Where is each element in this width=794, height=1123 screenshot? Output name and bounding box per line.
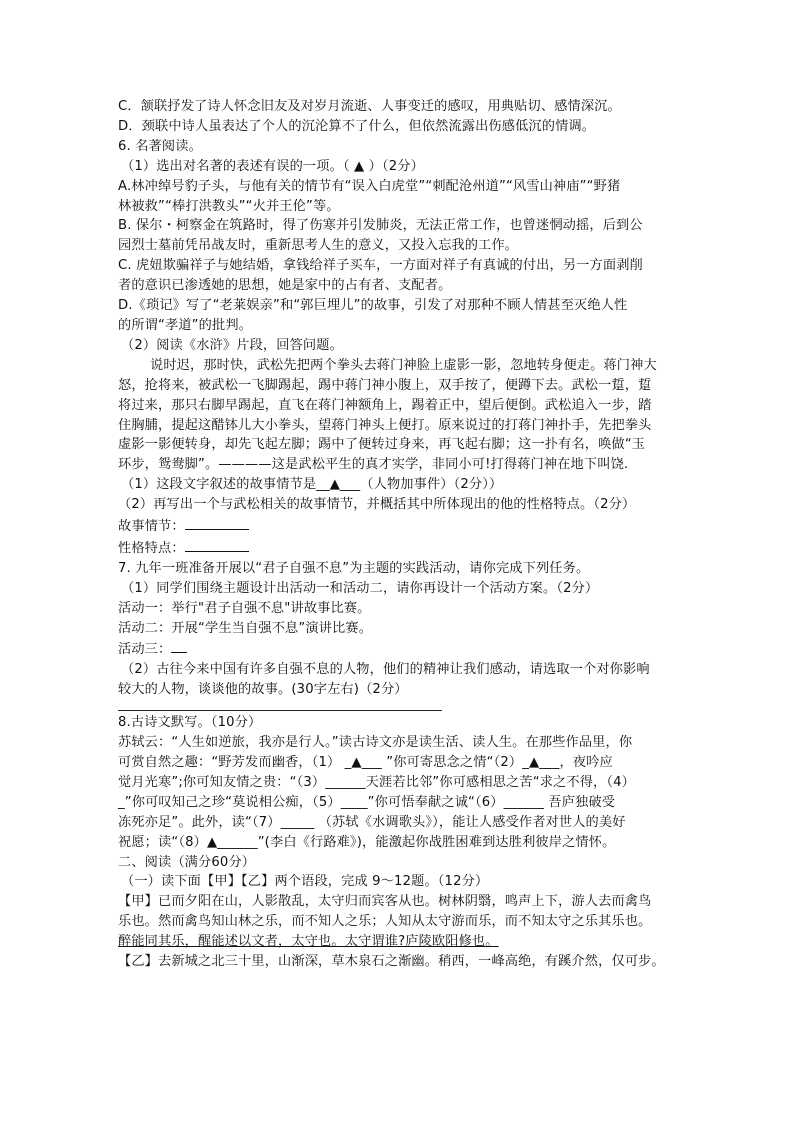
story-label: 故事情节： [118,519,185,535]
activity-3-blank[interactable] [171,638,187,653]
option-d-poem: D．颈联中诗人虽表达了个人的沉沦算不了什么，但依然流露出伤感低沉的情调。 [118,118,596,134]
passage-jia-line-2: 乐也。然而禽鸟知山林之乐，而不知人之乐；人知从太守游而乐，而不知太守之乐其乐也。 [118,914,652,930]
story-answer-blank[interactable] [185,515,249,530]
question-6-2: （2）阅读《水浒》片段，回答问题。 [121,337,343,353]
trait-label: 性格特点： [118,540,185,556]
passage-line-4: 住胸脯，提起这醋钵儿大小拳头，望蒋门神头上便打。原来说过的打蒋门神扑手，先把拳头 [118,417,652,433]
option-b-line-2: 园烈士墓前凭吊战友时，重新思考人生的意义，又投入忘我的工作。 [118,238,519,254]
recite-line-2: 可赏自然之趣：“野芳发而幽香，（1） _▲___ ”你可寄思念之情“（2）_▲___，夜吟应 [118,755,613,770]
question-7-2-line-1: （2）古往今来中国有许多自强不息的人物，他们的精神让我们感动，请选取一个对你影响 [121,662,650,678]
story-line [118,515,678,537]
question-7-1: （1）同学们围绕主题设计出活动一和活动二，请你再设计一个活动方案。（2分） [121,580,599,596]
option-c-line-2: 者的意识已渗透她的思想，她是家中的占有者、支配者。 [118,278,452,294]
recite-line-5: 冻死亦足”。此外，读“（7）_____ （苏轼《水调歌头》），能让人感受作者对世人的美好 [118,814,626,830]
recite-line-6: 祝愿；读“（8）▲______”(李白《行路难》)，能激起你战胜困难到达胜利彼岸之情怀。 [118,834,616,850]
passage-line-5: 虚影一影便转身，却先飞起左脚；踢中了便转过身来，再飞起右脚；这一扑有名，唤做“玉 [118,437,646,453]
option-c-poem: C．颔联抒发了诗人怀念旧友及对岁月流逝、人事变迁的感叹，用典贴切、感情深沉。 [118,99,621,114]
recite-line-1: 苏轼云：“人生如逆旅，我亦是行人。”读古诗文亦是读生活、读人生。在那些作品里，你 [118,735,633,751]
option-d-line-1: D.《琐记》写了“老莱娱亲”和“郭巨埋儿”的故事，引发了对那种不顾人情甚至灭绝人性 [118,298,628,314]
trait-answer-blank[interactable] [185,537,249,552]
passage-line-2: 怒，抢将来，被武松一飞脚踢起，踢中蒋门神小腹上，双手按了，便蹲下去。武松一踅，踅 [118,377,652,393]
option-b-line-1: B. 保尔・柯察金在筑路时，得了伤寒并引发肺炎，无法正常工作，也曾迷惘动摇，后到公 [118,218,643,234]
activity-1: 活动一：举行"君子自强不息"讲故事比赛。 [118,600,371,616]
exam-page [118,97,678,972]
sub-question-2: （2）再写出一个与武松相关的故事情节，并概括其中所体现出的他的性格特点。（2分） [118,497,636,513]
passage-line-3: 将过来，那只右脚早踢起，直飞在蒋门神额角上，踢着正中，望后便倒。武松追入一步，踏 [118,397,652,413]
activity-3-line [118,638,678,660]
question-8-heading: 8.古诗文默写。（10分） [118,715,262,731]
question-7-heading: 7. 九年一班准备开展以“君子自强不息”为主题的实践活动，请你完成下列任务。 [118,560,590,576]
passage-jia-line-1: 【甲】已而夕阳在山，人影散乱，太守归而宾客从也。树林阴翳，鸣声上下，游人去而禽鸟 [118,894,652,910]
recite-line-4: _”你可叹知己之珍“莫说相公痴，（5）____”你可悟奉献之诚“（6）______ 吾庐独破受 [118,794,616,810]
passage-line-6: 环步，鸳鸯脚”。————这是武松平生的真才实学，非同小可!打得蒋门神在地下叫饶. [118,457,629,473]
passage-yi-line-1: 【乙】去新城之北三十里，山渐深，草木泉石之渐幽。稍西，一峰高绝，有蹊介然，仅可步。 [118,954,665,970]
activity-3-label: 活动三： [118,642,172,658]
option-c-line-1: C. 虎妞欺骗祥子与她结婚，拿钱给祥子买车，一方面对祥子有真诚的付出，另一方面剥削 [118,258,643,274]
passage-jia-line-3: 醉能同其乐，醒能述以文者，太守也。太守谓谁?庐陵欧阳修也。 [118,934,499,950]
question-6-1: （1）选出对名著的表述有误的一项。（ ▲ ）（2分） [121,158,424,174]
section-2-heading: 二、阅读（满分60分） [118,854,256,870]
option-a-line-1: A.林冲绰号豹子头，与他有关的情节有“误入白虎堂”“刺配沧州道”“风雪山神庙”“野猪 [118,178,621,194]
option-a-line-2: 林被救”“棒打洪教头”“火并王伦”等。 [118,198,340,214]
sub-question-1: （1）这段文字叙述的故事情节是__▲___（人物加事件）（2分）） [121,477,503,493]
question-7-2-line-2: 较大的人物，谈谈他的故事。(30字左右)（2分） [118,682,408,698]
subsection-1-heading: （一）读下面【甲】【乙】两个语段，完成 9～12题。（12分） [121,874,489,890]
answer-line[interactable] [118,710,442,711]
activity-2: 活动二：开展“学生当自强不息”演讲比赛。 [118,620,373,636]
question-6-heading: 6. 名著阅读。 [118,138,202,154]
recite-line-3: 觉月光寒”;你可知友情之贵：“（3）______天涯若比邻”你可感相思之苦“求之不得，（4） [118,774,635,790]
option-d-line-2: 的所谓“孝道”的批判。 [118,317,253,333]
trait-line [118,537,678,559]
passage-line-1: 说时迟，那时快，武松先把两个拳头去蒋门神脸上虚影一影，忽地转身便走。蒋门神大 [150,357,657,373]
